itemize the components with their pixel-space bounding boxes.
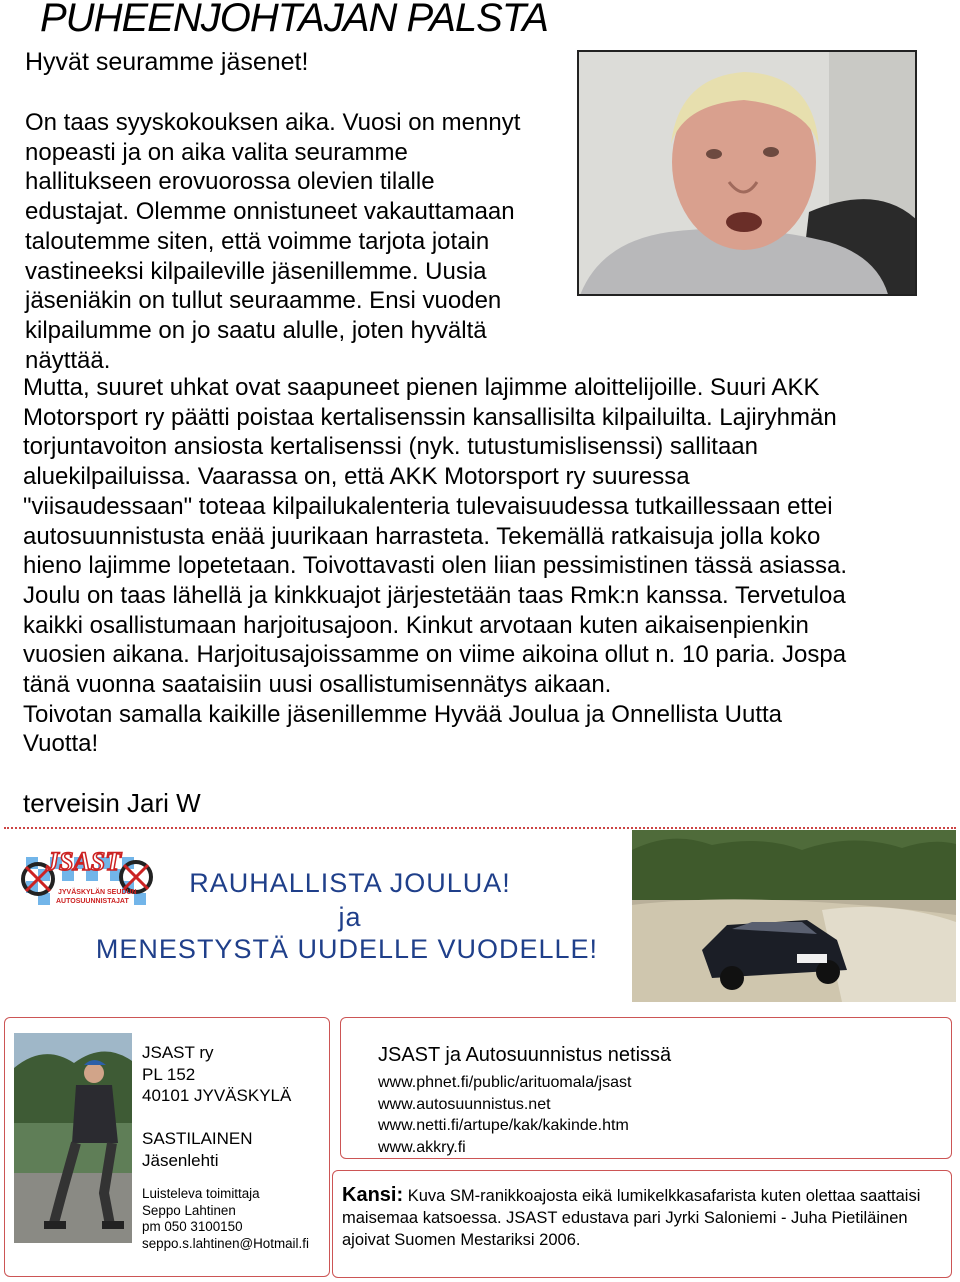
editor-line: pm 050 3100150 [142, 1219, 243, 1234]
greeting-line-1: RAUHALLISTA JOULUA! [189, 868, 511, 898]
cover-description: Kuva SM-ranikkoajosta eikä lumikelkkasafarista kuten olettaa saattaisi maisemaa katsoessa. JSAST edustava pari Jyrki Saloniemi - Juha Pietiläinen ajoivat Suomen Mestariksi 2006. [342, 1187, 921, 1249]
links-list [378, 1072, 631, 1158]
body-line: Toivotan samalla kaikille jäsenillemme Hyvää Joulua ja Onnellista Uutta [23, 700, 783, 728]
rally-car-photo [632, 830, 956, 1002]
intro-line: hallitukseen erovuorossa olevien tilalle [25, 168, 435, 196]
intro-line: nopeasti ja on aika valita seuramme [25, 138, 408, 166]
web-link[interactable]: www.autosuunnistus.net [378, 1095, 551, 1113]
letter-body [23, 373, 948, 759]
intro-line: jäseniäkin on tullut seuraamme. Ensi vuoden [25, 287, 502, 315]
page-title: PUHEENJOHTAJAN PALSTA [40, 0, 548, 40]
body-line: autosuunnistusta enää juurikaan harrasteta. Tekemällä ratkaisuja jolla koko [23, 522, 821, 550]
contact-address [142, 1042, 291, 1107]
body-line: vuosien aikana. Harjoitusajoissamme on viime aikoina ollut n. 10 paria. Jospa [23, 641, 847, 669]
body-line: Mutta, suuret uhkat ovat saapuneet pienen lajimme aloittelijoille. Suuri AKK [23, 374, 820, 401]
body-line: "viisaudessaan" toteaa kilpailukalenteria tulevaisuudessa tutkaillessaan ettei [23, 492, 833, 520]
logo-name: JSAST [46, 847, 122, 876]
letter-signature: terveisin Jari W [23, 788, 201, 818]
editor-line: Luisteleva toimittaja [142, 1186, 260, 1201]
intro-line: vastineeksi kilpaileville jäsenillemme. Uusia [25, 257, 487, 285]
magazine-line: SASTILAINEN [142, 1129, 253, 1148]
body-line: Joulu on taas lähellä ja kinkkuajot järjestetään taas Rmk:n kanssa. Tervetuloa [23, 581, 846, 609]
cover-caption [342, 1184, 942, 1251]
editor-line: Seppo Lahtinen [142, 1202, 236, 1218]
intro-line: edustajat. Olemme onnistuneet vakauttamaan [25, 198, 515, 226]
logo-subtitle-1: JYVÄSKYLÄN SEUDUN [58, 889, 137, 896]
body-line: torjuntavoiton ansiosta kertalisenssi (nyk. tutustumislisenssi) sallitaan [23, 433, 758, 461]
web-link[interactable]: www.phnet.fi/public/arituomala/jsast [378, 1074, 632, 1091]
body-line: kaikki osallistumaan harjoitusajoon. Kinkut arvotaan kuten aikaisenpienkin [23, 611, 809, 639]
letter-intro [25, 108, 580, 375]
chairman-portrait-photo [577, 50, 917, 296]
web-link[interactable]: www.akkry.fi [378, 1138, 466, 1156]
greeting-line-3: MENESTYSTÄ UUDELLE VUODELLE! [95, 934, 599, 964]
intro-line: On taas syyskokouksen aika. Vuosi on mennyt [25, 109, 521, 136]
greeting-line-2: ja [338, 902, 362, 932]
logo-subtitle-2: AUTOSUUNNISTAJAT [56, 898, 129, 905]
cover-label: Kansi: [342, 1184, 404, 1206]
address-line: JSAST ry [142, 1043, 214, 1062]
address-line: PL 152 [142, 1064, 196, 1084]
body-line: hieno lajimme lopetetaan. Toivottavasti olen liian pessimistinen tässä asiassa. [23, 552, 848, 580]
magazine-line: Jäsenlehti [142, 1150, 219, 1170]
body-line: tänä vuonna saataisiin uusi osallistumisennätys aikaan. [23, 671, 612, 699]
body-line: Motorsport ry päätti poistaa kertalisenssin kansallisilta kilpailuilta. Lajiryhmän [23, 403, 837, 431]
address-line: 40101 JYVÄSKYLÄ [142, 1086, 292, 1105]
intro-line: kilpailumme on jo saatu alulle, joten hyvältä [25, 316, 487, 344]
body-line: aluekilpailuissa. Vaarassa on, että AKK Motorsport ry suuressa [23, 463, 690, 491]
magazine-name [142, 1128, 253, 1171]
intro-line: näyttää. [25, 346, 111, 374]
intro-line: taloutemme siten, että voimme tarjota jotain [25, 227, 490, 255]
web-link[interactable]: www.netti.fi/artupe/kak/kakinde.htm [378, 1117, 629, 1134]
editor-email-link[interactable]: seppo.s.lahtinen@Hotmail.fi [142, 1235, 309, 1251]
links-title: JSAST ja Autosuunnistus netissä [378, 1044, 672, 1066]
editor-skater-photo [14, 1033, 132, 1243]
body-line: Vuotta! [23, 730, 99, 758]
editor-contact [142, 1186, 309, 1252]
letter-greeting: Hyvät seuramme jäsenet! [25, 48, 309, 76]
